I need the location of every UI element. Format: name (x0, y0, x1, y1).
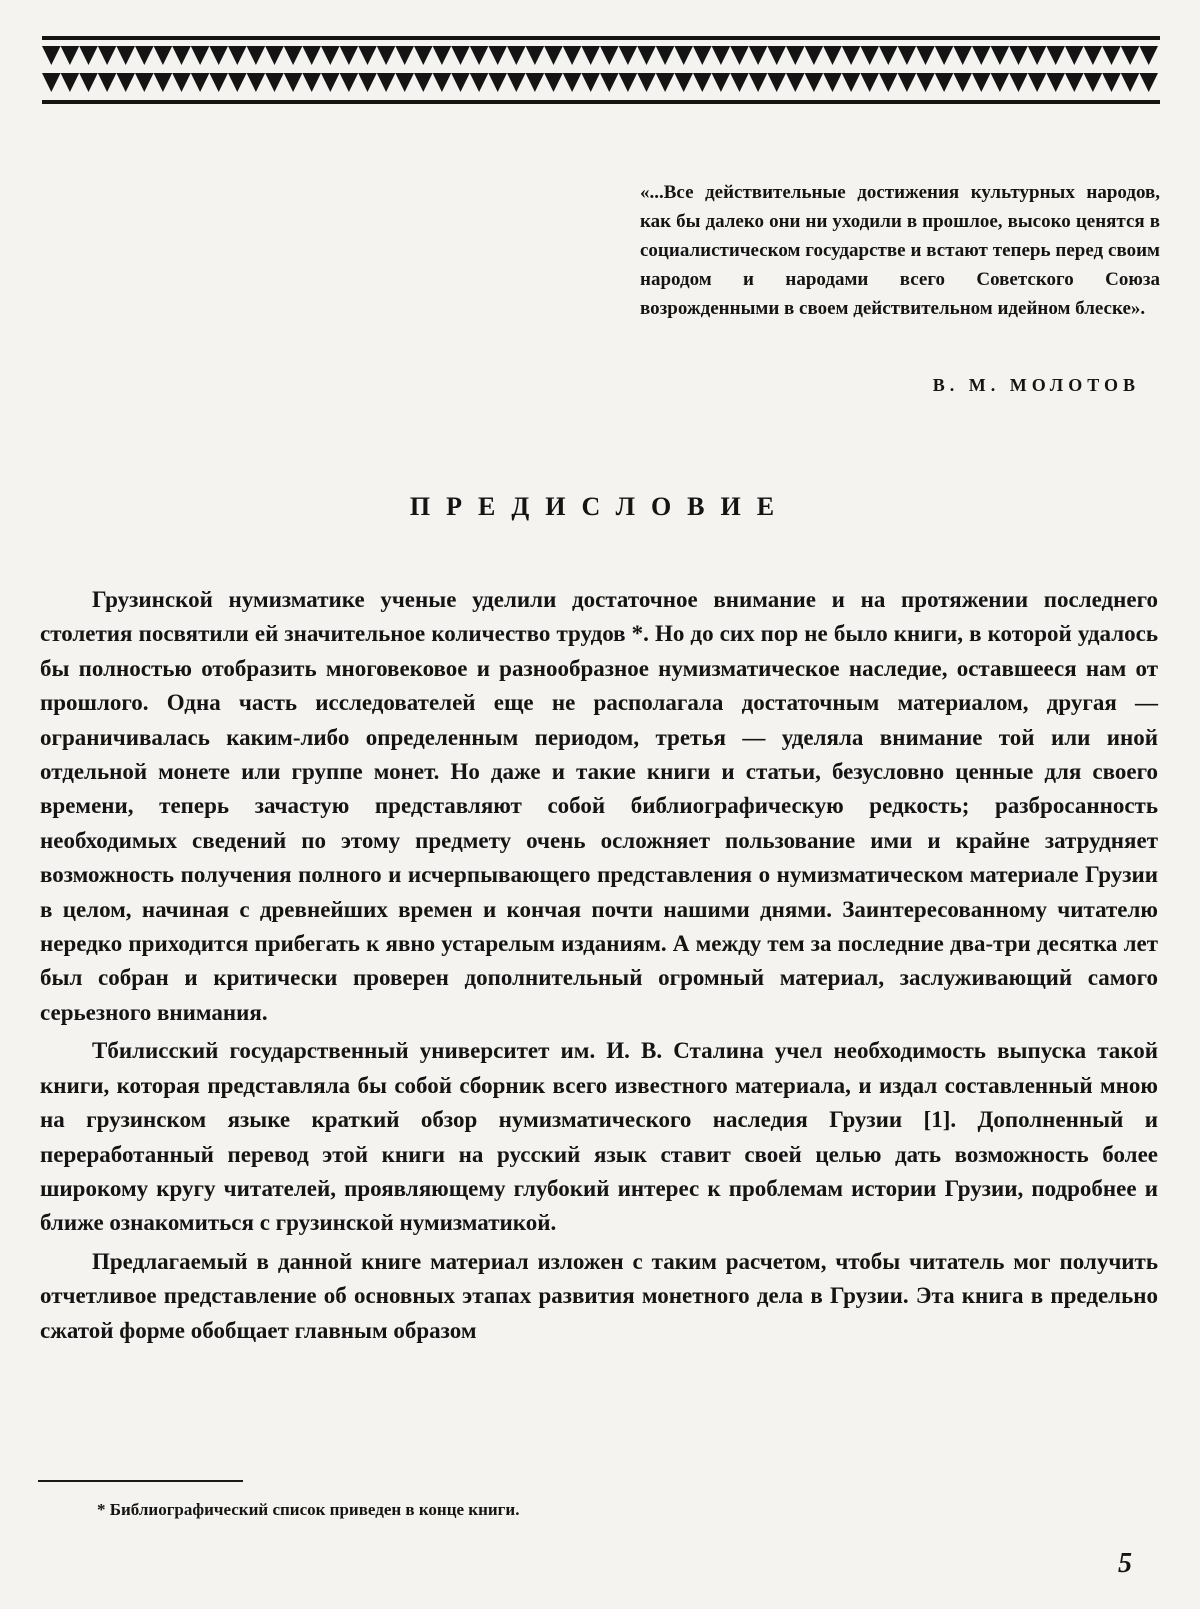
body-text (40, 583, 1158, 1352)
paragraph: Тбилисский государственный университет им. И. В. Сталина учел необходимость выпуска такой книги, которая представляла бы собой сборник всего известного материала, и издал составленный мною на грузинском языке краткий обзор нумизматического наследия Грузии [1]. Дополненный и переработанный перевод этой книги на русский язык ставит своей целью дать возможность более широкому кругу читателей, проявляющему глубокий интерес к проблемам истории Грузии, подробнее и ближе ознакомиться с грузинской нумизматикой. (40, 1038, 1158, 1236)
page-number: 5 (1118, 1548, 1132, 1579)
decorative-border-ornament (42, 36, 1160, 104)
epigraph-author: В. М. МОЛОТОВ (932, 375, 1140, 395)
epigraph-quote: «...Все действительные достижения культурных народов, как бы далеко они ни уходили в прошлое, высоко ценятся в социалистическом государстве и встают теперь перед своим народом и народами всего Советского Союза возрожденными в своем действительном идейном блеске». (640, 182, 1160, 319)
footnote: * Библиографический список приведен в конце книги. (97, 1500, 520, 1519)
paragraph: Грузинской нумизматике ученые уделили достаточное внимание и на протяжении последнего столетия посвятили ей значительное количество трудов *. Но до сих пор не было книги, в которой удалось бы полностью отобразить многовековое и разнообразное нумизматическое наследие, оставшееся нам от прошлого. Одна часть исследователей еще не располагала достаточным материалом, другая — ограничивалась каким-либо определенным периодом, третья — уделяла внимание той или иной отдельной монете или группе монет. Но даже и такие книги и статьи, безусловно ценные для своего времени, теперь зачастую представляют собой библиографическую редкость; разбросанность необходимых сведений по этому предмету очень осложняет пользование ими и крайне затрудняет возможность получения полного и исчерпывающего представления о нумизматическом материале Грузии в целом, начиная с древнейших времен и кончая почти нашими днями. Заинтересованному читателю нередко приходится прибегать к явно устарелым изданиям. А между тем за последние два-три десятка лет был собран и критически проверен дополнительный огромный материал, заслуживающий самого серьезного внимания. (40, 587, 1158, 1025)
paragraph: Предлагаемый в данной книге материал изложен с таким расчетом, чтобы читатель мог получить отчетливое представление об основных этапах развития монетного дела в Грузии. Эта книга в предельно сжатой форме обобщает главным образом (40, 1248, 1158, 1343)
footnote-divider (38, 1480, 243, 1482)
page-title: ПРЕДИСЛОВИЕ (409, 492, 791, 521)
